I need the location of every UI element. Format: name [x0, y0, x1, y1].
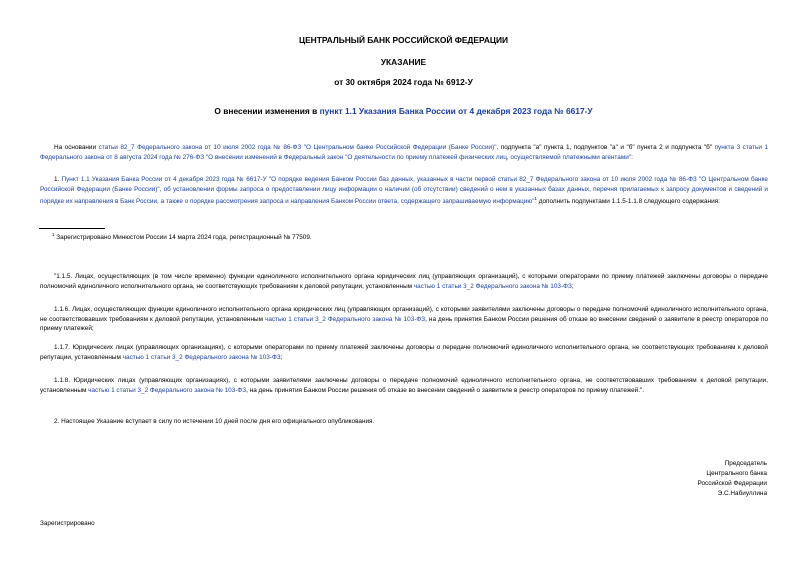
signatory-position-line-1: Председатель [724, 460, 767, 467]
subpoint-1-1-8 [40, 376, 768, 395]
signatory-position-line-2: Центрального банка [706, 470, 767, 477]
subpoint-1-1-7-end: ; [280, 353, 283, 361]
document-date-number: от 30 октября 2024 года № 6912-У [334, 77, 473, 87]
preamble-text-3: : [631, 153, 633, 161]
subpoint-1-1-6 [40, 305, 768, 334]
preamble-paragraph [40, 143, 768, 162]
point-1-link[interactable]: Пункт 1.1 Указания Банка России от 4 декабря 2023 года № 6617-У "О порядке ведения Банком России баз данных, указанных в части первой статьи 82_7 Федерального закона от 10 июля 2002 года № 86-ФЗ "О Центральном банке Российской Федерации (Банке России)", об установлении формы запроса о предоставлении лицу информации о наличии (об отсутствии) сведений о нем в указанных базах данных, перечня прилагаемых к запросу документов и сведений и порядке их направления в Банк России, а также о порядке рассмотрения запроса и направления Банком России ответа, содержащего запрашиваемую информацию" [40, 176, 768, 206]
document-type: УКАЗАНИЕ [380, 57, 427, 67]
subpoint-1-1-8-link[interactable]: частью 1 статьи 3_2 Федерального закона № 103-ФЗ [88, 386, 247, 394]
subpoint-1-1-6-text: 1.1.6. Лицах, осуществляющих функции единоличного исполнительного органа юридических лиц (управляющих организаций), с которыми заявителями заключены договоры о передаче полномочий единоличного исполнительного органа, не соответствовавших требованиям к деловой репутации, установленным [40, 306, 768, 323]
subpoint-1-1-7-link[interactable]: частью 1 статьи 3_2 Федерального закона № 103-ФЗ [122, 353, 281, 361]
point-1-number: 1. [54, 176, 62, 183]
subpoint-1-1-8-text: 1.1.8. Юридических лицах (управляющих организациях), с которыми заявителями заключены договоры о передаче полномочий единоличного исполнительного органа, не соответствовавших требованиям к деловой репутации, установленным [40, 377, 768, 394]
signatory-name: Э.С.Набиуллина [717, 490, 767, 497]
title-text: О внесении изменения в [214, 106, 320, 116]
subpoint-1-1-6-link[interactable]: частью 1 статьи 3_2 Федерального закона № 103-ФЗ [265, 315, 426, 323]
preamble-link-law-86fz[interactable]: статьи 82_7 Федерального закона от 10 июля 2002 года № 86-ФЗ "О Центральном банке Российской Федерации (Банке России)" [98, 144, 497, 151]
registration-note: Зарегистрировано [40, 520, 95, 527]
footnote-text: Зарегистрировано Минюстом России 14 марта 2024 года, регистрационный № 77509. [54, 234, 312, 242]
signature-block [698, 459, 768, 499]
issuer-heading: ЦЕНТРАЛЬНЫЙ БАНК РОССИЙСКОЙ ФЕДЕРАЦИИ [298, 35, 509, 45]
subpoint-1-1-5 [40, 272, 768, 291]
title-link[interactable]: пункт 1.1 Указания Банка России от 4 декабря 2023 года № 6617-У [319, 106, 593, 116]
preamble-link-law-276fz[interactable]: пункта 3 статьи 1 Федерального закона от 8 августа 2024 года № 276-ФЗ "О внесении изменений в Федеральный закон "О деятельности по приему платежей физических лиц, осуществляемой платежными агентами" [40, 144, 768, 161]
point-1-text: дополнить подпунктами 1.1.5-1.1.8 следующего содержания: [536, 198, 720, 206]
footnote-reference[interactable]: 1 [534, 196, 537, 202]
footnote [52, 230, 772, 243]
preamble-text-1: На основании [54, 144, 99, 151]
subpoint-1-1-7-text: 1.1.7. Юридических лицах (управляющих организациях), с которыми операторами по приему платежей заключены договоры о передаче полномочий единоличного исполнительного органа, не соответствующих требованиям к деловой репутации, установленным [40, 344, 768, 361]
footnote-mark: 1 [52, 232, 55, 237]
subpoint-1-1-5-text: "1.1.5. Лицах, осуществляющих (в том числе временно) функции единоличного исполнительного органа юридических лиц (управляющих организаций), с которыми операторами по приему платежей заключены договоры о передаче полномочий единоличного исполнительного органа, не соответствующих требованиям к деловой репутации, установленным [40, 273, 768, 290]
point-2-paragraph: 2. Настоящее Указание вступает в силу по истечении 10 дней после дня его официального опубликования. [54, 418, 375, 425]
subpoint-1-1-5-end: ; [571, 282, 574, 290]
subpoint-1-1-5-link[interactable]: частью 1 статьи 3_2 Федерального закона № 103-ФЗ [413, 282, 572, 290]
subpoint-1-1-6-end: , на день принятия Банком России решения об отказе во внесении сведений о заявителе в реестр операторов по приему платежей; [40, 315, 769, 333]
signatory-position-line-3: Российской Федерации [697, 480, 767, 487]
preamble-text-2: , подпункта "а" пункта 1, подпунктов "а" и "б" пункта 2 и подпункта "б" [496, 144, 715, 151]
subpoint-1-1-7 [40, 343, 768, 362]
point-1-paragraph [40, 175, 768, 207]
document-title [0, 106, 807, 116]
subpoint-1-1-8-end: , на день принятия Банком России решения об отказе во внесении сведений о заявителе в реестр операторов по приему платежей.". [246, 386, 645, 394]
footnote-separator [39, 228, 105, 229]
